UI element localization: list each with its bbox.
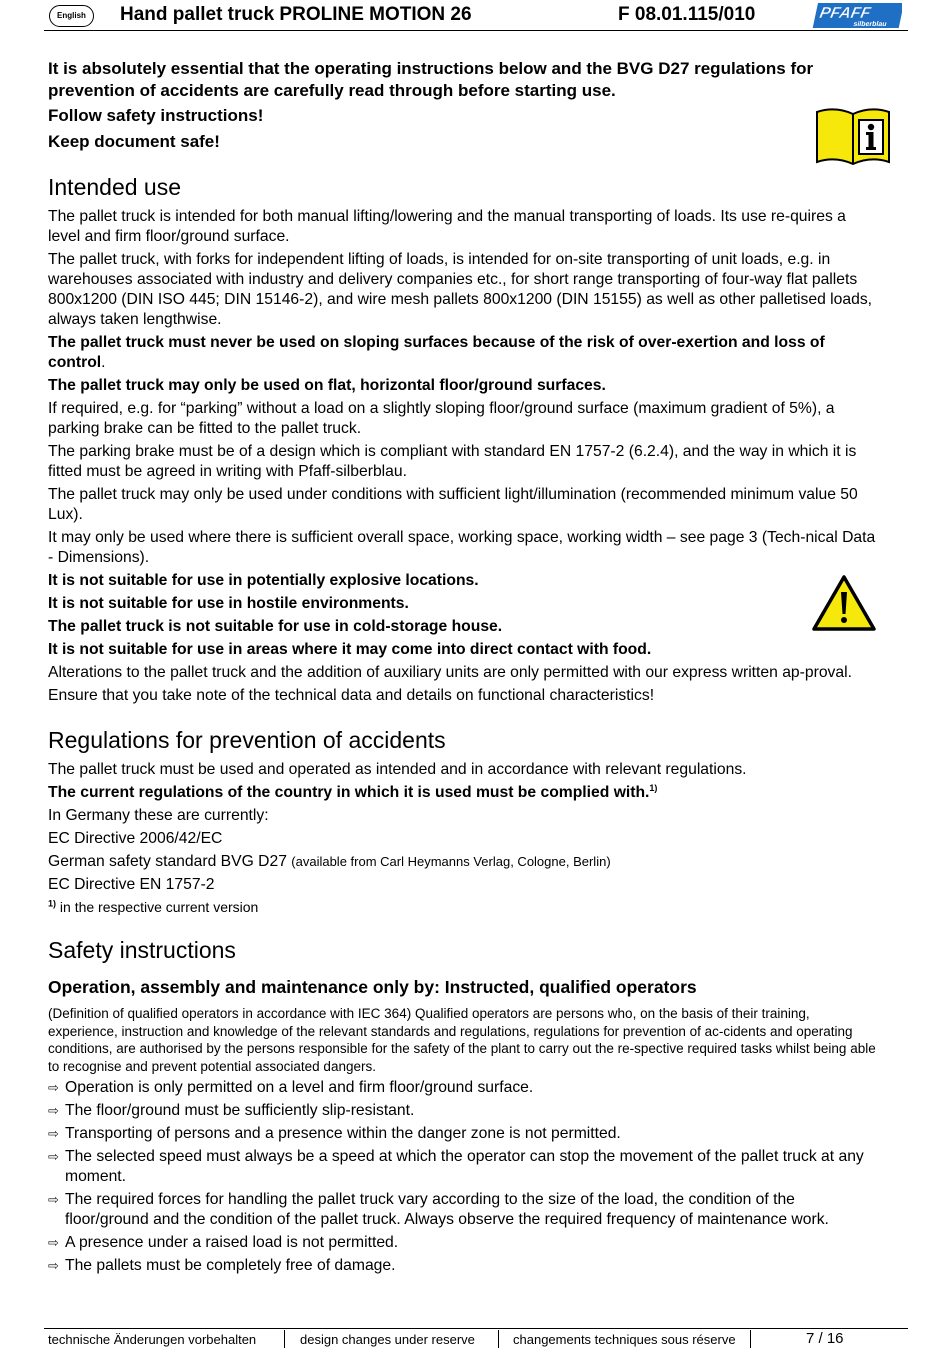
not-suitable-explosive: It is not suitable for use in potentially explosive locations. bbox=[48, 572, 479, 589]
arrow-right-icon: ⇨ bbox=[48, 1149, 59, 1164]
page-footer bbox=[44, 1328, 908, 1351]
footer-german-note: technische Änderungen vorbehalten bbox=[48, 1332, 257, 1347]
regulations-p1: The pallet truck must be used and operated as intended and in accordance with relevant regulations. bbox=[48, 761, 747, 778]
intro-warning: It is absolutely essential that the operating instructions below and the BVG D27 regulations for prevention of accidents are carefully read through before starting use. bbox=[48, 59, 814, 100]
list-item bbox=[48, 1190, 878, 1230]
footer-divider bbox=[284, 1330, 285, 1348]
intended-use-p5: If required, e.g. for “parking” without a load on a slightly sloping floor/ground surface (maximum gradient of 5%), a parking brake can be fitted to the pallet truck. bbox=[48, 400, 835, 437]
regulations-p6: EC Directive EN 1757-2 bbox=[48, 876, 215, 893]
regulations-p4: EC Directive 2006/42/EC bbox=[48, 830, 223, 847]
bvg-standard: German safety standard BVG D27 bbox=[48, 853, 287, 870]
document-title: Hand pallet truck PROLINE MOTION 26 bbox=[120, 4, 472, 25]
arrow-right-icon: ⇨ bbox=[48, 1258, 59, 1273]
intended-use-p4: The pallet truck may only be used on flat, horizontal floor/ground surfaces. bbox=[48, 377, 606, 394]
safety-bullet-list bbox=[48, 1078, 878, 1276]
svg-text:silberblau: silberblau bbox=[852, 21, 888, 28]
footnote-mark: 1) bbox=[48, 898, 57, 909]
footer-divider bbox=[750, 1330, 751, 1348]
footer-divider bbox=[498, 1330, 499, 1348]
safety-subheading: Operation, assembly and maintenance only by: Instructed, qualified operators bbox=[48, 977, 697, 997]
not-suitable-food: It is not suitable for use in areas where it may come into direct contact with food. bbox=[48, 641, 652, 658]
intended-use-p2: The pallet truck, with forks for independent lifting of loads, is intended for on-site transporting of unit loads, e.g. in warehouses associated with industry and delivery companies etc., for short range transporting of four-way flat pallets 800x1200 (DIN ISO 445; DIN 15146-2), and wire mesh pallets 800x1200 (DIN 15155) as well as other palletised loads, always taken lengthwise. bbox=[48, 251, 873, 328]
bullet-text: Transporting of persons and a presence within the danger zone is not permitted. bbox=[65, 1125, 621, 1142]
svg-text:PFAFF: PFAFF bbox=[817, 4, 873, 22]
list-item bbox=[48, 1233, 878, 1253]
intended-use-p1: The pallet truck is intended for both manual lifting/lowering and the manual transporting of loads. Its use re-quires a level and firm floor/ground surface. bbox=[48, 208, 846, 245]
bullet-text: Operation is only permitted on a level and firm floor/ground surface. bbox=[65, 1079, 534, 1096]
bullet-text: The pallets must be completely free of damage. bbox=[65, 1257, 396, 1274]
bullet-text: A presence under a raised load is not permitted. bbox=[65, 1234, 399, 1251]
footer-french-note: changements techniques sous réserve bbox=[513, 1332, 736, 1347]
bvg-source-note: (available from Carl Heymanns Verlag, Cologne, Berlin) bbox=[291, 854, 611, 869]
intended-use-p10: Ensure that you take note of the technical data and details on functional characteristics! bbox=[48, 687, 655, 704]
arrow-right-icon: ⇨ bbox=[48, 1080, 59, 1095]
bullet-text: The floor/ground must be sufficiently slip-resistant. bbox=[65, 1102, 415, 1119]
intended-use-p8: It may only be used where there is sufficient overall space, working space, working width – see page 3 (Tech-nical Data - Dimensions). bbox=[48, 529, 876, 566]
intended-use-p3 bbox=[48, 333, 878, 373]
intended-use-p6: The parking brake must be of a design which is compliant with standard EN 1757-2 (6.2.4), and the way in which it is fitted must be agreed in writing with Pfaff-silberblau. bbox=[48, 443, 857, 480]
regulations-heading: Regulations for prevention of accidents bbox=[48, 727, 446, 753]
regulations-compliance: The current regulations of the country in which it is used must be complied with. bbox=[48, 784, 650, 801]
footnote-text: in the respective current version bbox=[59, 899, 259, 915]
footer-english-note: design changes under reserve bbox=[300, 1332, 475, 1347]
list-item bbox=[48, 1256, 878, 1276]
language-badge: English bbox=[49, 5, 94, 27]
not-suitable-cold-storage: The pallet truck is not suitable for use in cold-storage house. bbox=[48, 618, 503, 635]
sloping-warning: The pallet truck must never be used on sloping surfaces because of the risk of over-exertion and loss of control bbox=[48, 334, 825, 371]
intended-use-p9: Alterations to the pallet truck and the addition of auxiliary units are only permitted with our express written ap-proval. bbox=[48, 664, 852, 681]
arrow-right-icon: ⇨ bbox=[48, 1235, 59, 1250]
bullet-text: The required forces for handling the pallet truck vary according to the size of the load, the condition of the floor/ground and the condition of the pallet truck. Always observe the required frequency of maintenance work. bbox=[65, 1191, 829, 1228]
footnote-ref: 1) bbox=[649, 782, 658, 793]
regulations-p5 bbox=[48, 852, 878, 872]
not-suitable-hostile: It is not suitable for use in hostile environments. bbox=[48, 595, 409, 612]
regulations-p2 bbox=[48, 783, 878, 803]
list-item bbox=[48, 1147, 878, 1187]
intro-keep-document: Keep document safe! bbox=[48, 132, 220, 151]
page-header bbox=[44, 0, 908, 31]
bullet-text: The selected speed must always be a speed at which the operator can stop the movement of the pallet truck at any moment. bbox=[65, 1148, 864, 1185]
document-number: F 08.01.115/010 bbox=[618, 4, 756, 25]
intended-use-heading: Intended use bbox=[48, 174, 182, 200]
qualified-operators-definition: (Definition of qualified operators in accordance with IEC 364) Qualified operators are persons who, on the basis of their training, experience, instruction and knowledge of the relevant standards and regulations, regulations for prevention of ac-cidents and operating conditions, are authorised by the persons responsible for the safety of the plant to carry out the re-spective required tasks whilst being able to recognise and prevent potential associated dangers. bbox=[48, 1006, 876, 1074]
document-body bbox=[48, 58, 878, 1276]
list-item bbox=[48, 1124, 878, 1144]
regulations-footnote bbox=[48, 898, 878, 916]
arrow-right-icon: ⇨ bbox=[48, 1192, 59, 1207]
intended-use-p7: The pallet truck may only be used under conditions with sufficient light/illumination (recommended minimum value 50 Lux). bbox=[48, 486, 858, 523]
safety-heading: Safety instructions bbox=[48, 937, 236, 963]
arrow-right-icon: ⇨ bbox=[48, 1103, 59, 1118]
intro-follow-safety: Follow safety instructions! bbox=[48, 106, 264, 125]
sloping-warning-end: . bbox=[101, 354, 106, 371]
list-item bbox=[48, 1101, 878, 1121]
arrow-right-icon: ⇨ bbox=[48, 1126, 59, 1141]
regulations-p3: In Germany these are currently: bbox=[48, 807, 269, 824]
pfaff-silberblau-logo bbox=[810, 3, 902, 28]
page-number: 7 / 16 bbox=[806, 1330, 844, 1347]
list-item bbox=[48, 1078, 878, 1098]
